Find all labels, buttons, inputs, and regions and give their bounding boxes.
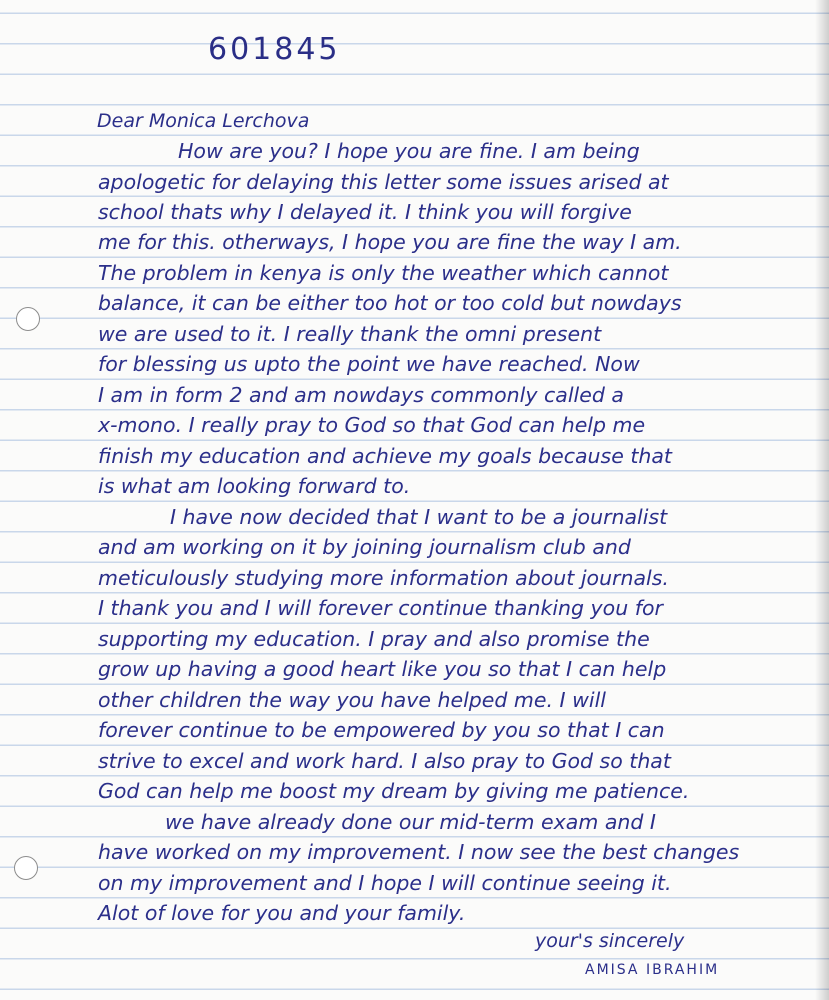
letter-line: I have now decided that I want to be a journalist [170, 505, 668, 529]
letter-line: balance, it can be either too hot or too cold but nowdays [98, 291, 682, 315]
letter-line: have worked on my improvement. I now see the best changes [98, 840, 740, 864]
letter-line: is what am looking forward to. [98, 474, 411, 498]
letter-line: forever continue to be empowered by you so that I can [98, 718, 665, 742]
letter-line: for blessing us upto the point we have reached. Now [98, 352, 640, 376]
letter-line: and am working on it by joining journalism club and [98, 535, 631, 559]
letter-line: The problem in kenya is only the weather which cannot [98, 261, 669, 285]
reference-number: 601845 [208, 32, 341, 67]
letter-line: meticulously studying more information about journals. [98, 566, 669, 590]
letter-line: x-mono. I really pray to God so that God can help me [98, 413, 646, 437]
letter-line: on my improvement and I hope I will continue seeing it. [98, 871, 672, 895]
binder-hole-top [16, 307, 40, 331]
letter-line: other children the way you have helped me. I will [98, 688, 606, 712]
letter-line: apologetic for delaying this letter some issues arised at [98, 170, 669, 194]
letter-line: me for this. otherways, I hope you are fine the way I am. [98, 230, 682, 254]
salutation: Dear Monica Lerchova [97, 110, 310, 132]
letter-line: strive to excel and work hard. I also pray to God so that [98, 749, 671, 773]
letter-line: school thats why I delayed it. I think you will forgive [98, 200, 632, 224]
closing: your's sincerely [535, 930, 685, 952]
page-edge-shadow [815, 0, 829, 1000]
letter-line: grow up having a good heart like you so that I can help [98, 657, 667, 681]
letter-line: finish my education and achieve my goals because that [98, 444, 672, 468]
letter-line: I thank you and I will forever continue thanking you for [98, 596, 663, 620]
letter-line: Alot of love for you and your family. [98, 901, 466, 925]
letter-line: How are you? I hope you are fine. I am being [178, 139, 640, 163]
letter-line: supporting my education. I pray and also promise the [98, 627, 650, 651]
letter-line: I am in form 2 and am nowdays commonly called a [98, 383, 624, 407]
binder-hole-bottom [14, 856, 38, 880]
letter-line: God can help me boost my dream by giving me patience. [98, 779, 690, 803]
letter-line: we have already done our mid-term exam and I [165, 810, 656, 834]
signature: AMISA IBRAHIM [585, 962, 720, 978]
letter-line: we are used to it. I really thank the omni present [98, 322, 602, 346]
